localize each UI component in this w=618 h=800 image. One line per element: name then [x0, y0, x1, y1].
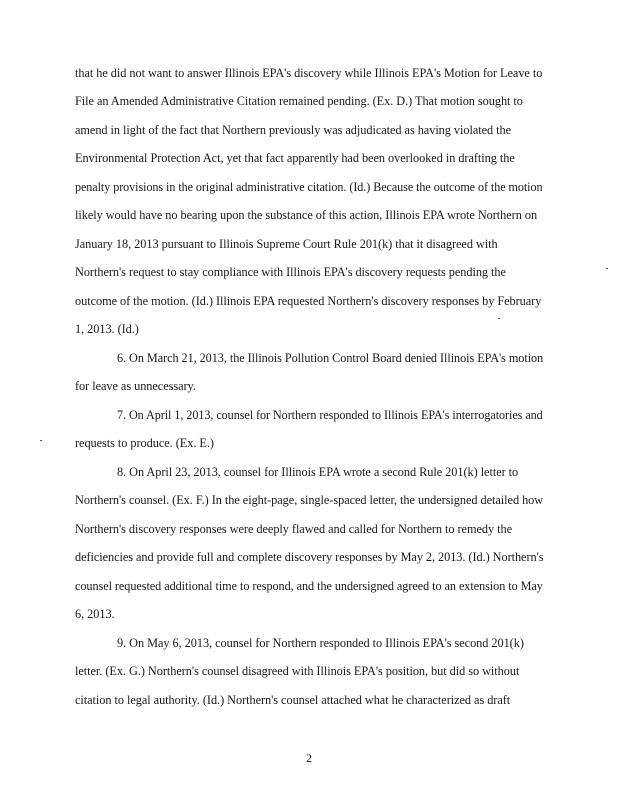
paragraph-8-line-3: Northern's discovery responses were deeply flawed and called for Northern to remedy the: [75, 522, 512, 536]
body-line-5: penalty provisions in the original administrative citation. (Id.) Because the outcome of the motion: [75, 180, 543, 194]
body-line-10: 1, 2013. (Id.): [75, 322, 139, 336]
paragraph-8-line-6: 6, 2013.: [75, 607, 115, 621]
paragraph-8-line-4: deficiencies and provide full and complete discovery responses by May 2, 2013. (Id.) Northern's: [75, 550, 544, 564]
paragraph-8-line-5: counsel requested additional time to respond, and the undersigned agreed to an extension to May: [75, 579, 543, 593]
body-line-7: January 18, 2013 pursuant to Illinois Supreme Court Rule 201(k) that it disagreed with: [75, 237, 498, 251]
paragraph-9-line-2: letter. (Ex. G.) Northern's counsel disagreed with Illinois EPA's position, but did so without: [75, 664, 520, 678]
paragraph-6-line-2: for leave as unnecessary.: [75, 379, 196, 393]
body-line-2: File an Amended Administrative Citation remained pending. (Ex. D.) That motion sought to: [75, 94, 523, 108]
body-line-6: likely would have no bearing upon the substance of this action, Illinois EPA wrote Northern on: [75, 208, 538, 222]
body-line-4: Environmental Protection Act, yet that fact apparently had been overlooked in drafting the: [75, 151, 515, 165]
page-number: 2: [306, 751, 312, 765]
paragraph-7-line-1: 7. On April 1, 2013, counsel for Northern responded to Illinois EPA's interrogatories and: [117, 408, 543, 422]
paragraph-8-line-1: 8. On April 23, 2013, counsel for Illinois EPA wrote a second Rule 201(k) letter to: [117, 465, 519, 479]
scan-speck: [498, 318, 500, 319]
body-line-3: amend in light of the fact that Northern previously was adjudicated as having violated the: [75, 123, 512, 137]
scan-speck: [40, 440, 42, 441]
paragraph-7-line-2: requests to produce. (Ex. E.): [75, 436, 214, 450]
scan-speck: [606, 268, 608, 269]
paragraph-9-line-3: citation to legal authority. (Id.) Northern's counsel attached what he characterized as draft: [75, 693, 511, 707]
paragraph-9-line-1: 9. On May 6, 2013, counsel for Northern responded to Illinois EPA's second 201(k): [117, 636, 524, 650]
paragraph-8-line-2: Northern's counsel. (Ex. F.) In the eight-page, single-spaced letter, the undersigned detailed how: [75, 493, 544, 507]
body-line-9: outcome of the motion. (Id.) Illinois EPA requested Northern's discovery responses by February: [75, 294, 542, 308]
body-line-8: Northern's request to stay compliance with Illinois EPA's discovery requests pending the: [75, 265, 506, 279]
paragraph-6-line-1: 6. On March 21, 2013, the Illinois Pollution Control Board denied Illinois EPA's motion: [117, 351, 544, 365]
body-line-1: that he did not want to answer Illinois EPA's discovery while Illinois EPA's Motion for Leave to: [75, 66, 543, 80]
